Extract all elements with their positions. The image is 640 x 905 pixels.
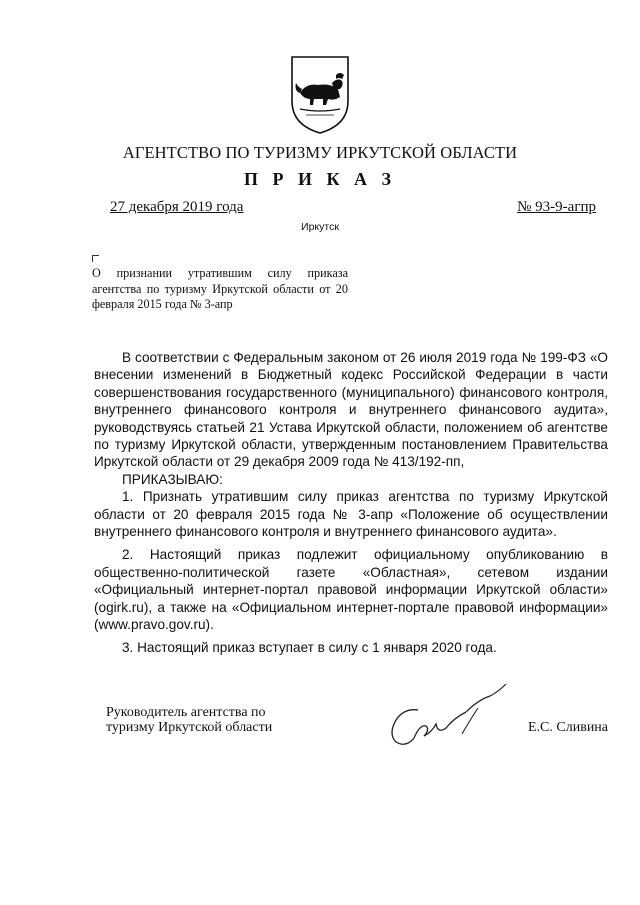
signatory-title-line-1: Руководитель агентства по [106, 705, 266, 720]
order-item-3: 3. Настоящий приказ вступает в силу с 1 января 2020 года. [122, 639, 497, 655]
order-item-2: 2. Настоящий приказ подлежит официальному опубликованию в общественно-политической газете «Областная», сетевом издании «Официальный интернет-портал правовой информации Иркутской области» (ogirk.ru), а также на «Официальном интернет-портале правовой информации» (www.pravo.gov.ru). [94, 547, 608, 633]
handwritten-signature-icon [374, 678, 524, 758]
order-date: 27 декабря 2019 года [110, 199, 244, 215]
agency-name: АГЕНТСТВО ПО ТУРИЗМУ ИРКУТСКОЙ ОБЛАСТИ [122, 143, 518, 162]
order-item-1: 1. Признать утратившим силу приказ агентства по туризму Иркутской области от 20 февраля 2015 года № 3-апр «Положение об осуществлении внутреннего финансового контроля и внутреннего финансового аудита». [94, 489, 608, 540]
order-directive: ПРИКАЗЫВАЮ: [122, 471, 223, 487]
signatory-title-line-2: туризму Иркутской области [106, 720, 273, 735]
signatory-title [106, 705, 272, 735]
signer-name: Е.С. Сливина [528, 720, 609, 735]
order-number: № 93-9-агпр [517, 199, 596, 215]
preamble-paragraph: В соответствии с Федеральным законом от 26 июля 2019 года № 199-ФЗ «О внесении изменений в Бюджетный кодекс Российской Федерации в части совершенствования государственного (муниципального) финансового контроля, внутреннего финансового контроля и внутреннего финансового аудита», руководствуясь статьей 21 Устава Иркутской области, положением об агентстве по туризму Иркутской области, утвержденным постановлением Правительства Иркутской области от 29 декабря 2009 года № 413/192-пп, [94, 350, 608, 470]
order-body [94, 349, 608, 656]
document-type-title: П Р И К А З [243, 169, 397, 189]
order-subject: О признании утратившим силу приказа агентства по туризму Иркутской области от 20 февраля 2015 года № 3-апр [92, 266, 348, 311]
city-name: Иркутск [301, 221, 339, 233]
subject-corner-mark [92, 255, 99, 262]
coat-of-arms-icon [288, 53, 352, 135]
